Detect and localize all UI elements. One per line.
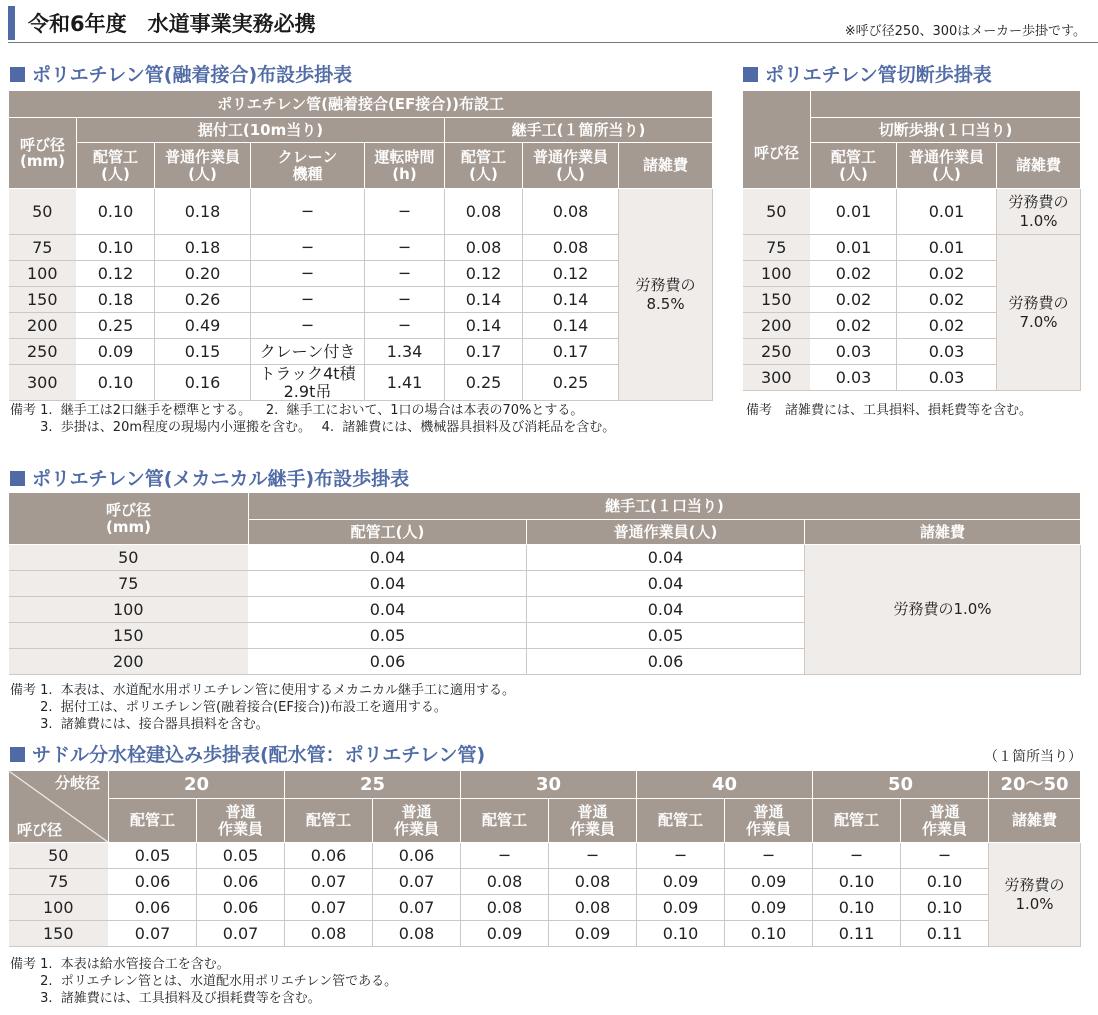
section-title: ポリエチレン管(融着接合)布設歩掛表 — [32, 64, 353, 86]
section-title: ポリエチレン管(メカニカル継手)布設歩掛表 — [32, 468, 410, 490]
table-row — [9, 895, 1081, 921]
column-header: 普通 作業員 — [373, 799, 461, 843]
table-cell: 0.07 — [285, 869, 373, 895]
table-cell: 0.08 — [523, 189, 619, 235]
table-row — [743, 235, 1081, 261]
table-cell: クレーン付き — [251, 339, 365, 365]
table-cell: 0.14 — [523, 313, 619, 339]
table-cell: ─ — [813, 843, 901, 869]
row-size-cell: 50 — [9, 545, 249, 571]
table-cell: ─ — [251, 261, 365, 287]
table-cell: 0.10 — [77, 365, 155, 401]
table-cell: 0.10 — [725, 921, 813, 947]
column-header: クレーン 機種 — [251, 143, 365, 189]
fusion-table — [8, 90, 713, 401]
misc-cost-cell: 労務費の 1.0% — [997, 189, 1081, 235]
branch-label: 分岐径 — [54, 774, 100, 792]
column-header: 配管工 (人) — [811, 143, 897, 189]
column-header: 配管工 — [637, 799, 725, 843]
table-cell: 0.25 — [77, 313, 155, 339]
branch-header: 25 — [285, 771, 461, 799]
table-cell: 0.02 — [811, 313, 897, 339]
section-heading-fusion — [10, 60, 352, 87]
row-size-cell: 150 — [9, 287, 77, 313]
group-header: 据付工(10m当り) — [77, 118, 445, 143]
mechanical-notes: 備考 1. 本表は、水道配水用ポリエチレン管に使用するメカニカル継手工に適用する。 2. 据付工は、ポリエチレン管(融着接合(EF接合))布設工を適用する。 3. 諸雑費には、接合器具損料を含む。 — [10, 683, 515, 732]
table-cell: 0.01 — [897, 189, 997, 235]
table-row — [9, 189, 713, 235]
column-header: 配管工 — [461, 799, 549, 843]
column-header: 普通 作業員 — [901, 799, 989, 843]
section-square-icon — [10, 471, 25, 486]
column-header: 普通 作業員 — [725, 799, 813, 843]
column-header: 配管工 (人) — [77, 143, 155, 189]
row-size-cell: 300 — [743, 365, 811, 391]
table-cell: ─ — [365, 261, 445, 287]
table-cell: 0.08 — [445, 189, 523, 235]
table-cell: 0.06 — [197, 895, 285, 921]
table-cell: 0.01 — [811, 189, 897, 235]
table-cell: 0.06 — [109, 895, 197, 921]
row-size-cell: 150 — [9, 921, 109, 947]
table-cell: 0.18 — [155, 235, 251, 261]
cutting-table — [742, 90, 1081, 391]
table-cell: 0.05 — [527, 623, 805, 649]
header-rule — [8, 42, 1098, 43]
saddle-unit-note: （１箇所当り） — [984, 749, 1082, 765]
table-row — [9, 261, 713, 287]
branch-header: 40 — [637, 771, 813, 799]
row-size-cell: 200 — [9, 313, 77, 339]
misc-cost-cell: 労務費の 7.0% — [997, 235, 1081, 391]
table-row — [9, 339, 713, 365]
column-header: 諸雑費 — [805, 520, 1081, 545]
column-header: 普通 作業員 — [549, 799, 637, 843]
table-cell: 0.06 — [197, 869, 285, 895]
table-row — [9, 869, 1081, 895]
row-size-cell: 75 — [9, 869, 109, 895]
group-header: 継手工(１口当り) — [249, 493, 1081, 520]
column-header: 配管工 — [813, 799, 901, 843]
header-accent-bar — [8, 6, 15, 40]
row-size-cell: 200 — [743, 313, 811, 339]
branch-header: 30 — [461, 771, 637, 799]
table-cell: 0.08 — [373, 921, 461, 947]
table-cell: 0.09 — [77, 339, 155, 365]
table-cell: 0.12 — [523, 261, 619, 287]
row-size-cell: 150 — [9, 623, 249, 649]
table-cell: トラック4t積2.9t吊 — [251, 365, 365, 401]
table-cell: 0.17 — [523, 339, 619, 365]
column-header: 配管工 — [285, 799, 373, 843]
table-cell: 0.08 — [461, 895, 549, 921]
row-size-cell: 100 — [9, 895, 109, 921]
table-row — [9, 365, 713, 401]
column-header: 普通 作業員 — [197, 799, 285, 843]
table-cell: 0.07 — [373, 869, 461, 895]
table-cell: 0.25 — [445, 365, 523, 401]
table-cell: 0.17 — [445, 339, 523, 365]
column-header: 配管工(人) — [249, 520, 527, 545]
table-cell: ─ — [637, 843, 725, 869]
row-size-cell: 300 — [9, 365, 77, 401]
table-row — [743, 189, 1081, 235]
table-cell: 0.02 — [897, 287, 997, 313]
row-size-cell: 150 — [743, 287, 811, 313]
saddle-table — [8, 770, 1081, 947]
table-row — [9, 287, 713, 313]
table-cell: 0.25 — [523, 365, 619, 401]
table-cell: ─ — [461, 843, 549, 869]
table-cell: 0.14 — [523, 287, 619, 313]
table-cell: ─ — [365, 235, 445, 261]
table-cell: 0.20 — [155, 261, 251, 287]
table-cell: 0.02 — [897, 313, 997, 339]
row-size-cell: 200 — [9, 649, 249, 675]
row-size-cell: 75 — [9, 235, 77, 261]
table-cell: 0.08 — [549, 895, 637, 921]
table-cell: 0.18 — [77, 287, 155, 313]
table-row — [9, 235, 713, 261]
size-header: 呼び径 — [743, 118, 811, 189]
row-size-cell: 50 — [9, 843, 109, 869]
cutting-notes: 備考 諸雑費には、工具損料、損耗費等を含む。 — [746, 403, 1033, 418]
table-cell: ─ — [251, 189, 365, 235]
column-header: 普通作業員(人) — [527, 520, 805, 545]
column-header: 諸雑費 — [989, 799, 1081, 843]
branch-header: 50 — [813, 771, 989, 799]
size-header-top — [743, 91, 811, 118]
table-cell: 0.08 — [549, 869, 637, 895]
table-row — [9, 843, 1081, 869]
table-cell: 0.03 — [897, 365, 997, 391]
row-size-cell: 50 — [743, 189, 811, 235]
table-cell: 0.04 — [527, 597, 805, 623]
column-header: 諸雑費 — [997, 143, 1081, 189]
table-cell: 0.06 — [109, 869, 197, 895]
table-cell: 0.06 — [249, 649, 527, 675]
section-heading-cutting — [743, 60, 992, 87]
section-square-icon — [10, 67, 25, 82]
table-cell: 0.04 — [249, 597, 527, 623]
table-cell: 0.07 — [109, 921, 197, 947]
table-cell: ─ — [365, 287, 445, 313]
table-cell: 0.09 — [637, 895, 725, 921]
table-cell: ─ — [251, 235, 365, 261]
table-cell: 0.10 — [637, 921, 725, 947]
table-cell: 0.03 — [897, 339, 997, 365]
row-size-cell: 75 — [9, 571, 249, 597]
table-row — [9, 313, 713, 339]
table-cell: ─ — [365, 313, 445, 339]
column-header: 諸雑費 — [619, 143, 713, 189]
table-cell: 0.03 — [811, 339, 897, 365]
table-cell: 0.10 — [813, 895, 901, 921]
table-cell: 0.02 — [811, 261, 897, 287]
misc-cost-cell: 労務費の 1.0% — [989, 843, 1081, 947]
row-size-cell: 100 — [743, 261, 811, 287]
column-header: 運転時間 (h) — [365, 143, 445, 189]
size-header: 呼び径 (mm) — [9, 118, 77, 189]
table-cell: 0.01 — [811, 235, 897, 261]
table-cell: ─ — [725, 843, 813, 869]
table-cell: 0.10 — [77, 189, 155, 235]
table-cell: 0.10 — [77, 235, 155, 261]
table-cell: 0.26 — [155, 287, 251, 313]
table-cell: 0.02 — [811, 287, 897, 313]
table-cell: 0.07 — [197, 921, 285, 947]
header-note: ※呼び径250、300はメーカー歩掛です。 — [844, 24, 1086, 39]
table-cell: 0.02 — [897, 261, 997, 287]
table-row — [9, 921, 1081, 947]
table-cell: 0.12 — [445, 261, 523, 287]
section-square-icon — [10, 747, 25, 762]
group-header: 継手工(１箇所当り) — [445, 118, 713, 143]
section-heading-saddle — [10, 740, 485, 767]
table-cell: 0.04 — [249, 571, 527, 597]
table-cell: 0.04 — [249, 545, 527, 571]
table-cell: 0.09 — [637, 869, 725, 895]
table-cell: 0.14 — [445, 313, 523, 339]
row-size-cell: 100 — [9, 597, 249, 623]
branch-header: 20～50 — [989, 771, 1081, 799]
table-cell: 0.05 — [249, 623, 527, 649]
misc-cost-cell: 労務費の 8.5% — [619, 189, 713, 401]
table-cell: 0.04 — [527, 545, 805, 571]
table-cell: 0.08 — [523, 235, 619, 261]
section-square-icon — [743, 67, 758, 82]
table-cell: 0.16 — [155, 365, 251, 401]
table-cell: 0.06 — [373, 843, 461, 869]
table-cell: 0.09 — [549, 921, 637, 947]
table-caption: ポリエチレン管(融着接合(EF接合))布設工 — [9, 91, 713, 118]
page-title: 令和6年度 水道事業実務必携 — [28, 12, 316, 36]
misc-cost-cell: 労務費の1.0% — [805, 545, 1081, 675]
size-label: 呼び径 — [17, 820, 63, 839]
table-cell: 0.11 — [901, 921, 989, 947]
table-cell: ─ — [549, 843, 637, 869]
table-cell: 0.49 — [155, 313, 251, 339]
table-cell: 0.11 — [813, 921, 901, 947]
table-cell: 0.01 — [897, 235, 997, 261]
table-cell: 0.10 — [901, 869, 989, 895]
size-header: 呼び径 (mm) — [9, 493, 249, 545]
table-cell: 0.07 — [285, 895, 373, 921]
table-cell: 0.05 — [197, 843, 285, 869]
table-cell: ─ — [901, 843, 989, 869]
section-heading-mechanical — [10, 464, 409, 491]
section-title: ポリエチレン管切断歩掛表 — [765, 64, 992, 86]
table-cell: 0.10 — [901, 895, 989, 921]
column-header: 普通作業員 (人) — [523, 143, 619, 189]
table-cell: 0.08 — [461, 869, 549, 895]
table-cell: ─ — [365, 189, 445, 235]
section-title: サドル分水栓建込み歩掛表(配水管：ポリエチレン管) — [32, 744, 486, 766]
table-cell: 0.07 — [373, 895, 461, 921]
branch-header: 20 — [109, 771, 285, 799]
table-cell: ─ — [251, 313, 365, 339]
branch-size-corner — [9, 771, 109, 843]
table-cell: ─ — [251, 287, 365, 313]
table-cell: 0.08 — [445, 235, 523, 261]
column-header: 配管工 (人) — [445, 143, 523, 189]
table-cell: 0.09 — [725, 895, 813, 921]
table-cell: 0.08 — [285, 921, 373, 947]
table-cell: 0.06 — [285, 843, 373, 869]
table-cell: 0.18 — [155, 189, 251, 235]
table-cell: 0.10 — [813, 869, 901, 895]
column-header: 普通作業員 (人) — [155, 143, 251, 189]
row-size-cell: 250 — [743, 339, 811, 365]
table-cell: 0.05 — [109, 843, 197, 869]
table-cell: 0.03 — [811, 365, 897, 391]
table-row — [9, 545, 1081, 571]
table-cell: 0.04 — [527, 571, 805, 597]
table-cell: 0.09 — [725, 869, 813, 895]
group-header: 切断歩掛(１口当り) — [811, 118, 1081, 143]
table-cell: 0.06 — [527, 649, 805, 675]
saddle-notes: 備考 1. 本表は給水管接合工を含む。 2. ポリエチレン管とは、水道配水用ポリエチレン管である。 3. 諸雑費には、工具損料及び損耗費等を含む。 — [10, 957, 398, 1006]
column-header: 配管工 — [109, 799, 197, 843]
row-size-cell: 75 — [743, 235, 811, 261]
table-cell: 0.15 — [155, 339, 251, 365]
mechanical-table — [8, 492, 1081, 675]
row-size-cell: 50 — [9, 189, 77, 235]
table-cell: 0.09 — [461, 921, 549, 947]
fusion-notes: 備考 1. 継手工は2口継手を標準とする。 2. 継手工において、1口の場合は本表の70%とする。 3. 歩掛は、20m程度の現場内小運搬を含む。 4. 諸雑費には、機械器具損料及び消耗品を含む。 — [10, 403, 616, 435]
table-caption-blank — [811, 91, 1081, 118]
table-cell: 1.34 — [365, 339, 445, 365]
row-size-cell: 250 — [9, 339, 77, 365]
row-size-cell: 100 — [9, 261, 77, 287]
table-cell: 0.14 — [445, 287, 523, 313]
table-cell: 1.41 — [365, 365, 445, 401]
column-header: 普通作業員 (人) — [897, 143, 997, 189]
table-cell: 0.12 — [77, 261, 155, 287]
